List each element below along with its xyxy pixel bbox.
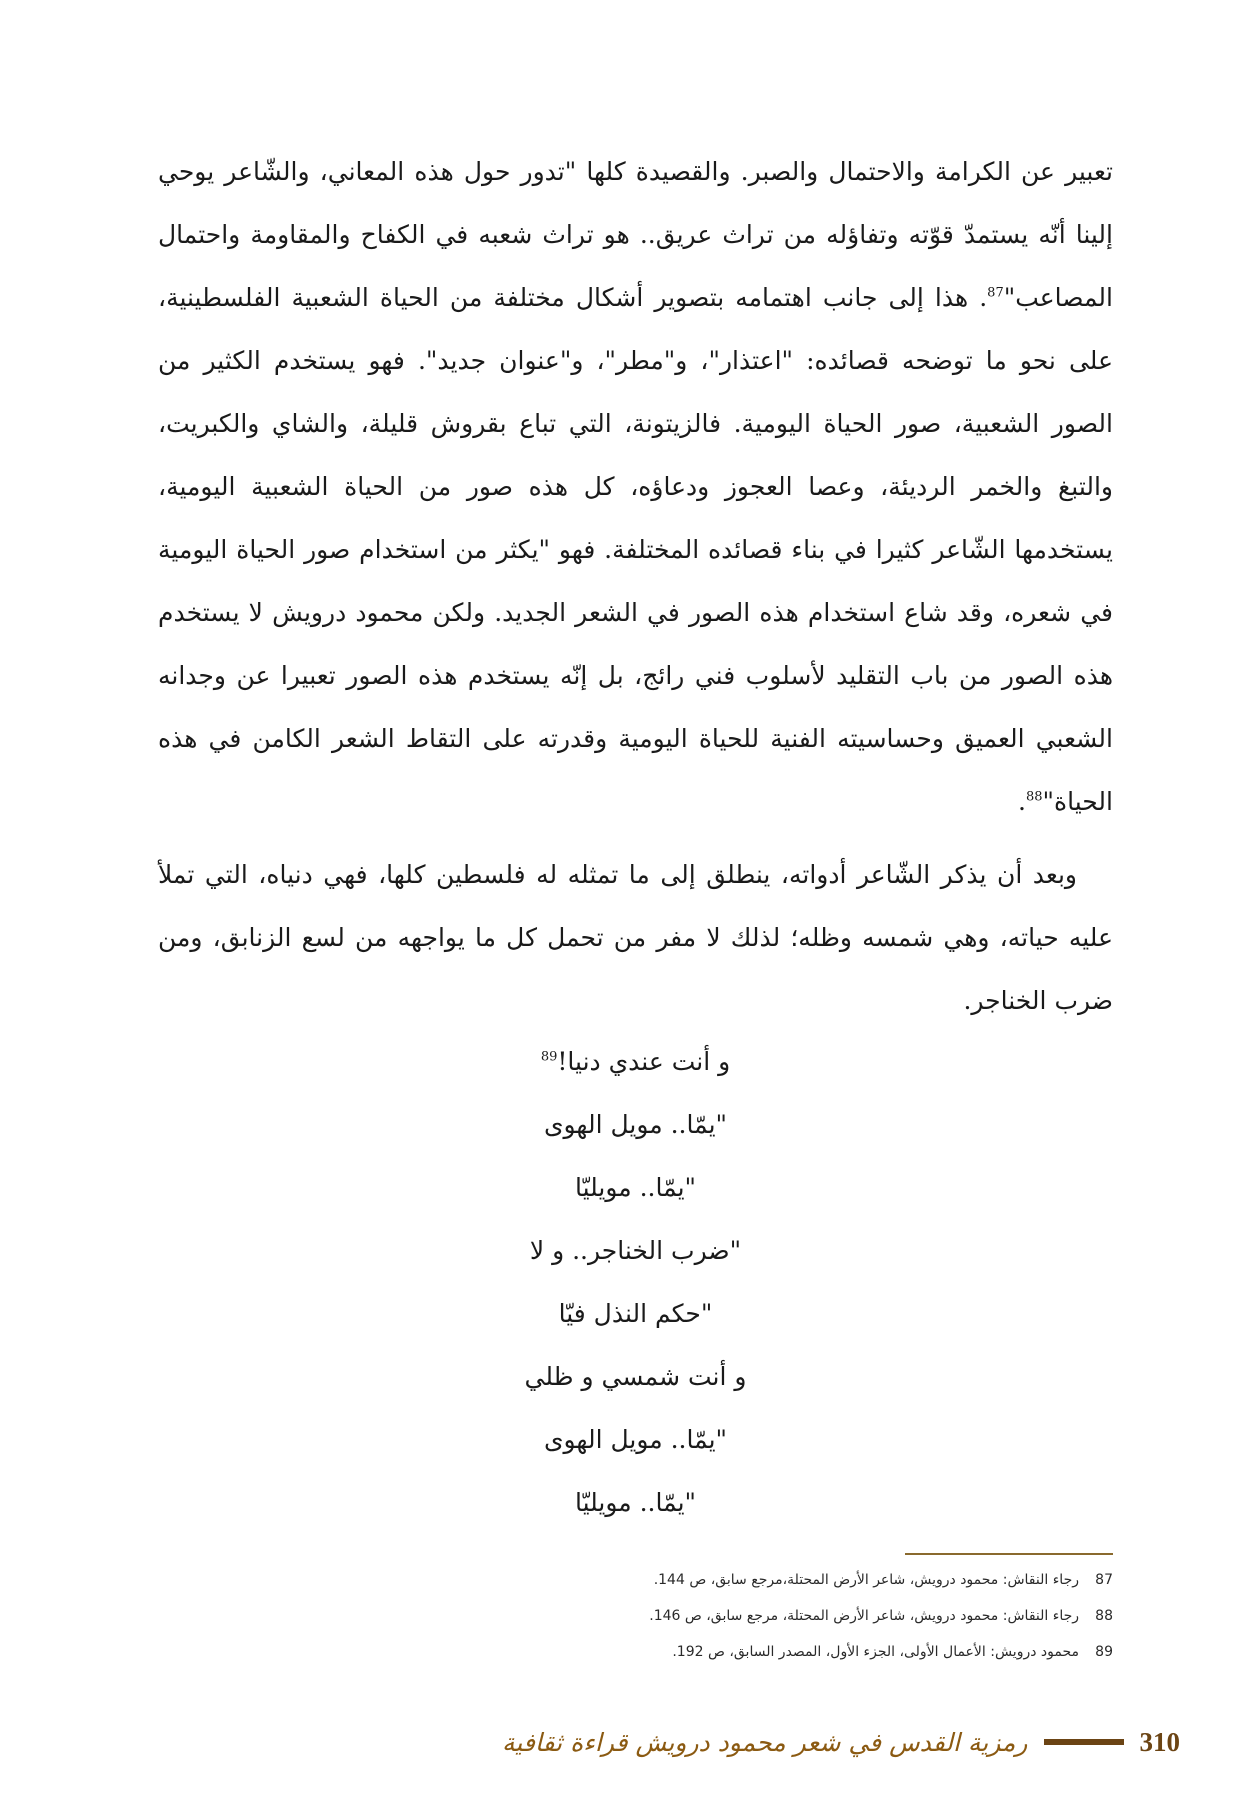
paragraph-1-part-c: .	[1018, 787, 1026, 816]
poem-line-6: و أنت شمسي و ظلي	[524, 1362, 747, 1391]
footer-bar	[1044, 1739, 1124, 1745]
paragraph-1	[158, 140, 1113, 833]
poem-line-1-text: و أنت عندي دنيا!	[557, 1047, 731, 1076]
footnote-88	[158, 1598, 1113, 1634]
poem-line-1	[158, 1030, 1113, 1093]
footnote-text: محمود درويش: الأعمال الأولى، الجزء الأول، المصدر السابق، ص 192.	[672, 1644, 1079, 1660]
footnote-text: رجاء النقاش: محمود درويش، شاعر الأرض المحتلة، مرجع سابق، ص 146.	[649, 1608, 1079, 1624]
footnote-ref-88[interactable]: 88	[1025, 789, 1043, 805]
main-text	[158, 140, 1113, 1032]
footnote-87	[158, 1562, 1113, 1598]
footnote-number: 88	[1095, 1608, 1113, 1624]
footnote-89	[158, 1634, 1113, 1670]
footnote-divider	[905, 1553, 1113, 1555]
poem-line-7: "يمّا.. مويل الهوى	[543, 1425, 728, 1454]
poem-line-2: "يمّا.. مويل الهوى	[543, 1110, 728, 1139]
paragraph-1-part-b: . هذا إلى جانب اهتمامه بتصوير أشكال مختلفة من الحياة الشعبية الفلسطينية، على نحو ما توضحه قصائده: "اعتذار"، و"مطر"، و"عنوان جديد". فهو يستخدم الكثير من الصور الشعبية، صور الحياة اليومية. فالزيتونة، التي تباع بقروش قليلة، والشاي والكبريت، والتبغ والخمر الرديئة، وعصا العجوز ودعاؤه، كل هذه صور من الحياة الشعبية اليومية، يستخدمها الشّاعر كثيرا في بناء قصائده المختلفة. فهو "يكثر من استخدام صور الحياة اليومية في شعره، وقد شاع استخدام هذه الصور في الشعر الجديد. ولكن محمود درويش لا يستخدم هذه الصور من باب التقليد لأسلوب فني رائج، بل إنّه يستخدم هذه الصور تعبيرا عن وجدانه الشعبي العميق وحساسيته الفنية للحياة اليومية وقدرته على التقاط الشعر الكامن في هذه الحياة"	[158, 283, 1113, 816]
footnote-text: رجاء النقاش: محمود درويش، شاعر الأرض المحتلة،مرجع سابق، ص 144.	[653, 1572, 1079, 1588]
paragraph-2: وبعد أن يذكر الشّاعر أدواته، ينطلق إلى ما تمثله له فلسطين كلها، فهي دنياه، التي تملأ عليه حياته، وهي شمسه وظله؛ لذلك لا مفر من تحمل كل ما يواجهه من لسع الزنابق، ومن ضرب الخناجر.	[158, 860, 1113, 1015]
footnote-ref-89[interactable]: 89	[540, 1049, 558, 1065]
paragraph-1-part-a: تعبير عن الكرامة والاحتمال والصبر. والقصيدة كلها "تدور حول هذه المعاني، والشّاعر يوحي إلينا أنّه يستمدّ قوّته وتفاؤله من تراث عريق.. هو تراث شعبه في الكفاح والمقاومة واحتمال المصاعب"	[158, 157, 1113, 312]
poem-line-4: "ضرب الخناجر.. و لا	[529, 1236, 742, 1265]
page-footer	[502, 1722, 1180, 1762]
poem-line-8: "يمّا.. مويليّا	[574, 1488, 697, 1517]
poem-line-5: "حكم النذل فيّا	[558, 1299, 713, 1328]
page-number: 310	[1139, 1726, 1180, 1757]
poem-line-3: "يمّا.. مويليّا	[574, 1173, 697, 1202]
poem-block	[158, 1030, 1113, 1534]
footnote-number: 89	[1095, 1644, 1113, 1660]
footnote-number: 87	[1095, 1572, 1113, 1588]
footnotes	[158, 1562, 1113, 1670]
running-title: رمزية القدس في شعر محمود درويش قراءة ثقافية	[502, 1727, 1028, 1757]
footnote-ref-87[interactable]: 87	[987, 285, 1004, 301]
